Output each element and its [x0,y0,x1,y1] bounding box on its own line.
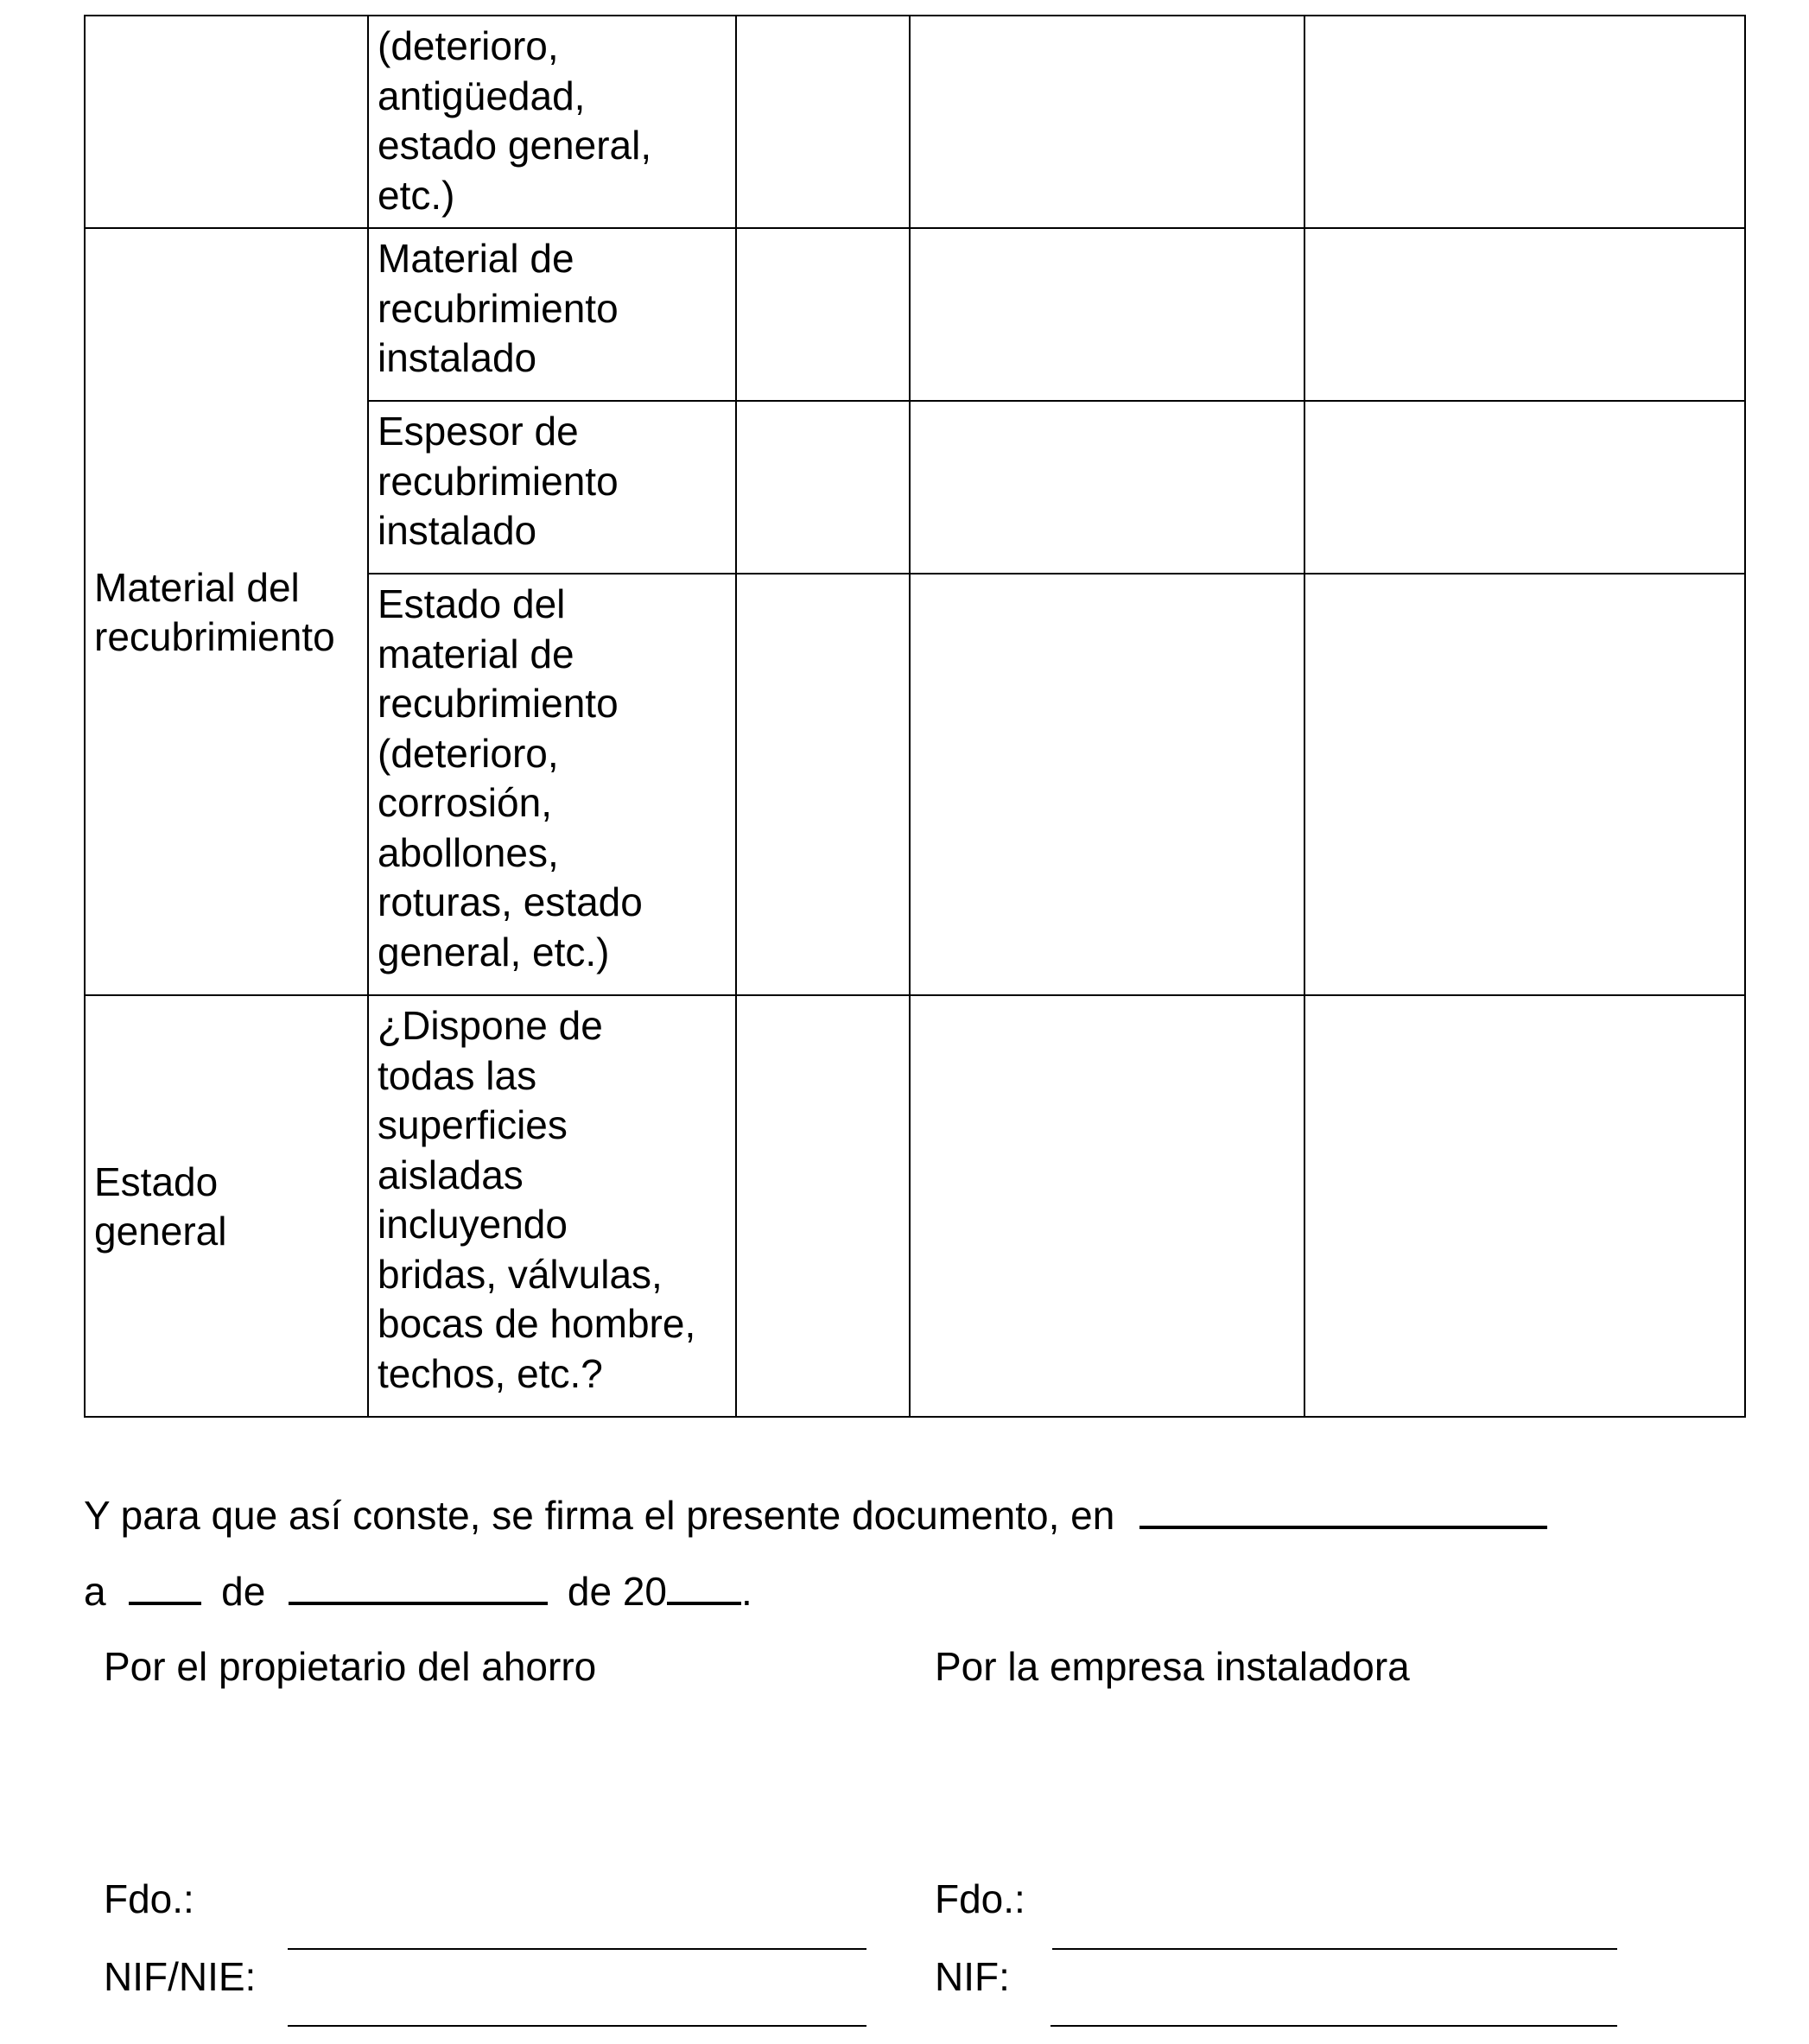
entry-cell[interactable] [910,574,1304,995]
group-cell-material-recubrimiento: Material del recubrimiento [85,228,368,995]
owner-id-field[interactable] [288,2025,866,2027]
closing-line-1 [84,1491,1547,1539]
closing-text: Y para que así conste, se firma el presente documento, en [84,1493,1115,1538]
item-cell: Material de recubrimiento instalado [368,228,736,401]
entry-cell[interactable] [1304,995,1745,1417]
item-cell: Espesor de recubrimiento instalado [368,401,736,574]
entry-cell[interactable] [910,16,1304,228]
company-id-label: NIF: [935,1954,1010,1999]
owner-signature-field[interactable] [288,1948,866,1950]
entry-cell[interactable] [736,401,910,574]
group-cell-estado-general: Estado general [85,995,368,1417]
owner-id-label: NIF/NIE: [104,1954,257,1999]
company-heading: Por la empresa instaladora [935,1644,1410,1689]
entry-cell[interactable] [910,401,1304,574]
day-field[interactable] [129,1567,201,1605]
item-cell: Estado del material de recubrimiento (deterioro, corrosión, abollones, roturas, estado general, etc.) [368,574,736,995]
entry-cell[interactable] [736,574,910,995]
table-row [85,228,1745,401]
year-field[interactable] [667,1567,741,1605]
group-cell-empty [85,16,368,228]
entry-cell[interactable] [736,16,910,228]
item-cell: ¿Dispone de todas las superficies aisladas incluyendo bridas, válvulas, bocas de hombre, techos, etc.? [368,995,736,1417]
company-signature-field[interactable] [1052,1948,1617,1950]
entry-cell[interactable] [910,995,1304,1417]
entry-cell[interactable] [736,995,910,1417]
table-row [85,16,1745,228]
company-fdo-label: Fdo.: [935,1876,1025,1921]
owner-heading: Por el propietario del ahorro [104,1644,597,1689]
entry-cell[interactable] [910,228,1304,401]
closing-de-text: de [221,1569,266,1614]
closing-year-text: de 20 [567,1569,668,1614]
entry-cell[interactable] [1304,574,1745,995]
entry-cell[interactable] [1304,16,1745,228]
item-cell: (deterioro, antigüedad, estado general, etc.) [368,16,736,228]
closing-period: . [741,1569,752,1614]
inspection-table [84,15,1746,1418]
company-id-field[interactable] [1050,2025,1617,2027]
entry-cell[interactable] [1304,228,1745,401]
entry-cell[interactable] [1304,401,1745,574]
month-field[interactable] [289,1567,548,1605]
closing-a-text: a [84,1569,106,1614]
entry-cell[interactable] [736,228,910,401]
owner-fdo-label: Fdo.: [104,1876,194,1921]
place-field[interactable] [1139,1491,1547,1529]
closing-line-2 [84,1567,752,1616]
table-row [85,995,1745,1417]
